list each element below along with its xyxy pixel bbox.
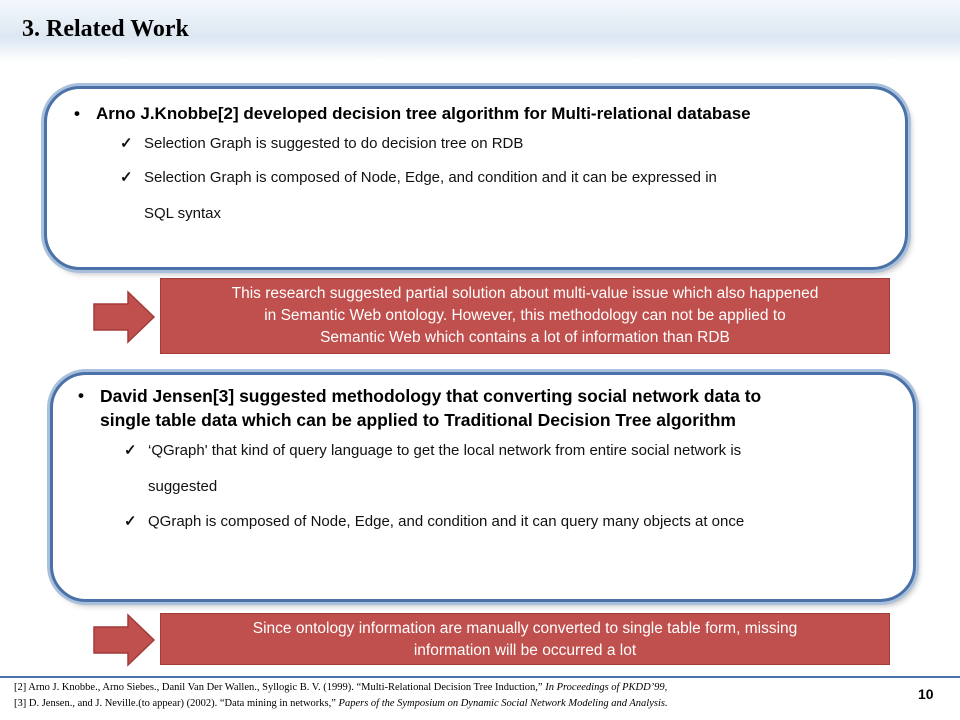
check-continuation: [144, 198, 221, 230]
check-item: [124, 435, 742, 467]
right-arrow-icon: [92, 290, 156, 344]
callout-line: Since ontology information are manually converted to single table form, missing: [252, 620, 798, 637]
bullet-dot-icon: •: [78, 386, 84, 405]
check-item: [124, 506, 745, 538]
checkmark-icon: ✓: [124, 442, 137, 459]
checkmark-icon: ✓: [120, 169, 133, 186]
reference-text: [3] D. Jensen., and J. Neville.(to appear) (2002). “Data mining in networks,”: [14, 698, 336, 709]
checkmark-icon: ✓: [120, 135, 133, 152]
reference-text: [2] Arno J. Knobbe., Arno Siebes., Danil Van Der Wallen., Syllogic B. V. (1999). “Multi-Relational Decision Tree Induction,”: [14, 682, 543, 693]
references: [14, 680, 894, 712]
bullet-knobbe: [74, 102, 751, 126]
check-item: [120, 162, 717, 194]
reference-source: Papers of the Symposium on Dynamic Social Network Modeling and Analysis.: [338, 698, 668, 709]
bullet-text: single table data which can be applied to Traditional Decision Tree algorithm: [100, 410, 736, 430]
footer-divider: [0, 676, 960, 678]
callout-line: information will be occurred a lot: [413, 642, 637, 659]
callout-box-1: [160, 278, 890, 354]
callout-line: in Semantic Web ontology. However, this methodology can not be applied to: [264, 307, 786, 324]
check-continuation: [148, 471, 217, 503]
right-arrow-icon: [92, 613, 156, 667]
reference-item: [14, 680, 894, 696]
bullet-jensen: [78, 384, 762, 432]
callout-line: Semantic Web which contains a lot of information than RDB: [320, 329, 730, 346]
callout-line: This research suggested partial solution about multi-value issue which also happened: [231, 285, 819, 302]
check-text: ‘QGraph' that kind of query language to get the local network from entire social network is: [148, 442, 742, 459]
callout-box-2: [160, 613, 890, 665]
check-text: Selection Graph is suggested to do decision tree on RDB: [144, 135, 524, 152]
check-text: QGraph is composed of Node, Edge, and condition and it can query many objects at once: [148, 513, 745, 530]
page-number: 10: [918, 686, 934, 702]
reference-source: In Proceedings of PKDD’99,: [545, 682, 668, 693]
reference-item: [14, 696, 894, 712]
slide-title: 3. Related Work: [22, 16, 189, 42]
bullet-dot-icon: •: [74, 104, 80, 123]
check-text: suggested: [148, 478, 218, 495]
check-item: [120, 128, 524, 160]
checkmark-icon: ✓: [124, 513, 137, 530]
check-text: Selection Graph is composed of Node, Edge, and condition and it can be expressed in: [144, 169, 717, 186]
bullet-text: David Jensen[3] suggested methodology that converting social network data to: [100, 386, 762, 406]
check-text: SQL syntax: [144, 205, 221, 222]
bullet-text: Arno J.Knobbe[2] developed decision tree algorithm for Multi-relational database: [96, 104, 751, 123]
